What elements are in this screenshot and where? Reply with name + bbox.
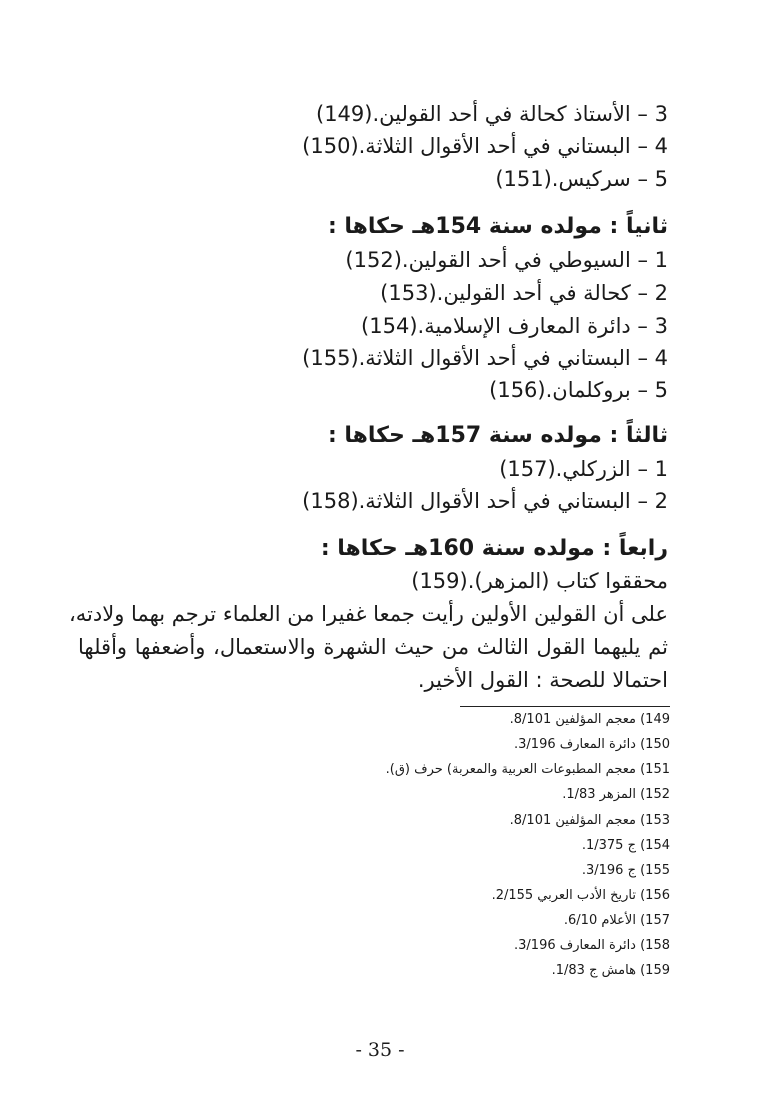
section-heading: ثالثاً : مولده سنة 157هـ حكاها :: [327, 423, 668, 448]
list-item: 3 – دائرة المعارف الإسلامية.(154): [361, 314, 668, 338]
list-item: محققوا كتاب (المزهر).(159): [411, 569, 668, 593]
list-item: 3 – الأستاذ كحالة في أحد القولين.(149): [315, 102, 668, 126]
list-item: 2 – البستاني في أحد الأقوال الثلاثة.(158): [302, 489, 668, 513]
paragraph-line: ثم يليهما القول الثالث من حيث الشهرة والاستعمال، وأضعفها وأقلها: [78, 635, 668, 659]
footnote: 158) دائرة المعارف 3/196.: [514, 938, 670, 953]
footnote-separator: [460, 706, 670, 707]
footnote: 155) ج 3/196.: [581, 863, 670, 878]
footnote: 153) معجم المؤلفين 8/101.: [509, 813, 670, 828]
footnote: 151) معجم المطبوعات العربية والمعربة) حرف (ق).: [385, 762, 670, 777]
footnote: 156) تاريخ الأدب العربي 2/155.: [491, 888, 670, 903]
footnote: 157) الأعلام 6/10.: [563, 913, 670, 928]
section-heading: رابعاً : مولده سنة 160هـ حكاها :: [320, 536, 668, 561]
footnote: 149) معجم المؤلفين 8/101.: [509, 712, 670, 727]
footnote: 152) المزهر 1/83.: [562, 787, 670, 802]
paragraph-line: على أن القولين الأولين رأيت جمعا غفيرا من العلماء ترجم بهما ولادته،: [69, 602, 668, 626]
section-heading: ثانياً : مولده سنة 154هـ حكاها :: [327, 214, 668, 239]
footnote: 150) دائرة المعارف 3/196.: [514, 737, 670, 752]
list-item: 2 – كحالة في أحد القولين.(153): [380, 281, 668, 305]
list-item: 4 – البستاني في أحد الأقوال الثلاثة.(155): [302, 346, 668, 370]
paragraph-line: احتمالا للصحة : القول الأخير.: [417, 668, 668, 692]
list-item: 1 – الزركلي.(157): [499, 457, 668, 481]
list-item: 5 – بروكلمان.(156): [489, 378, 668, 402]
list-item: 1 – السيوطي في أحد القولين.(152): [345, 248, 668, 272]
list-item: 4 – البستاني في أحد الأقوال الثلاثة.(150): [302, 134, 668, 158]
list-item: 5 – سركيس.(151): [495, 167, 668, 191]
footnote: 159) هامش ج 1/83.: [551, 963, 670, 978]
footnote: 154) ج 1/375.: [581, 838, 670, 853]
page-number: - 35 -: [355, 1039, 405, 1061]
